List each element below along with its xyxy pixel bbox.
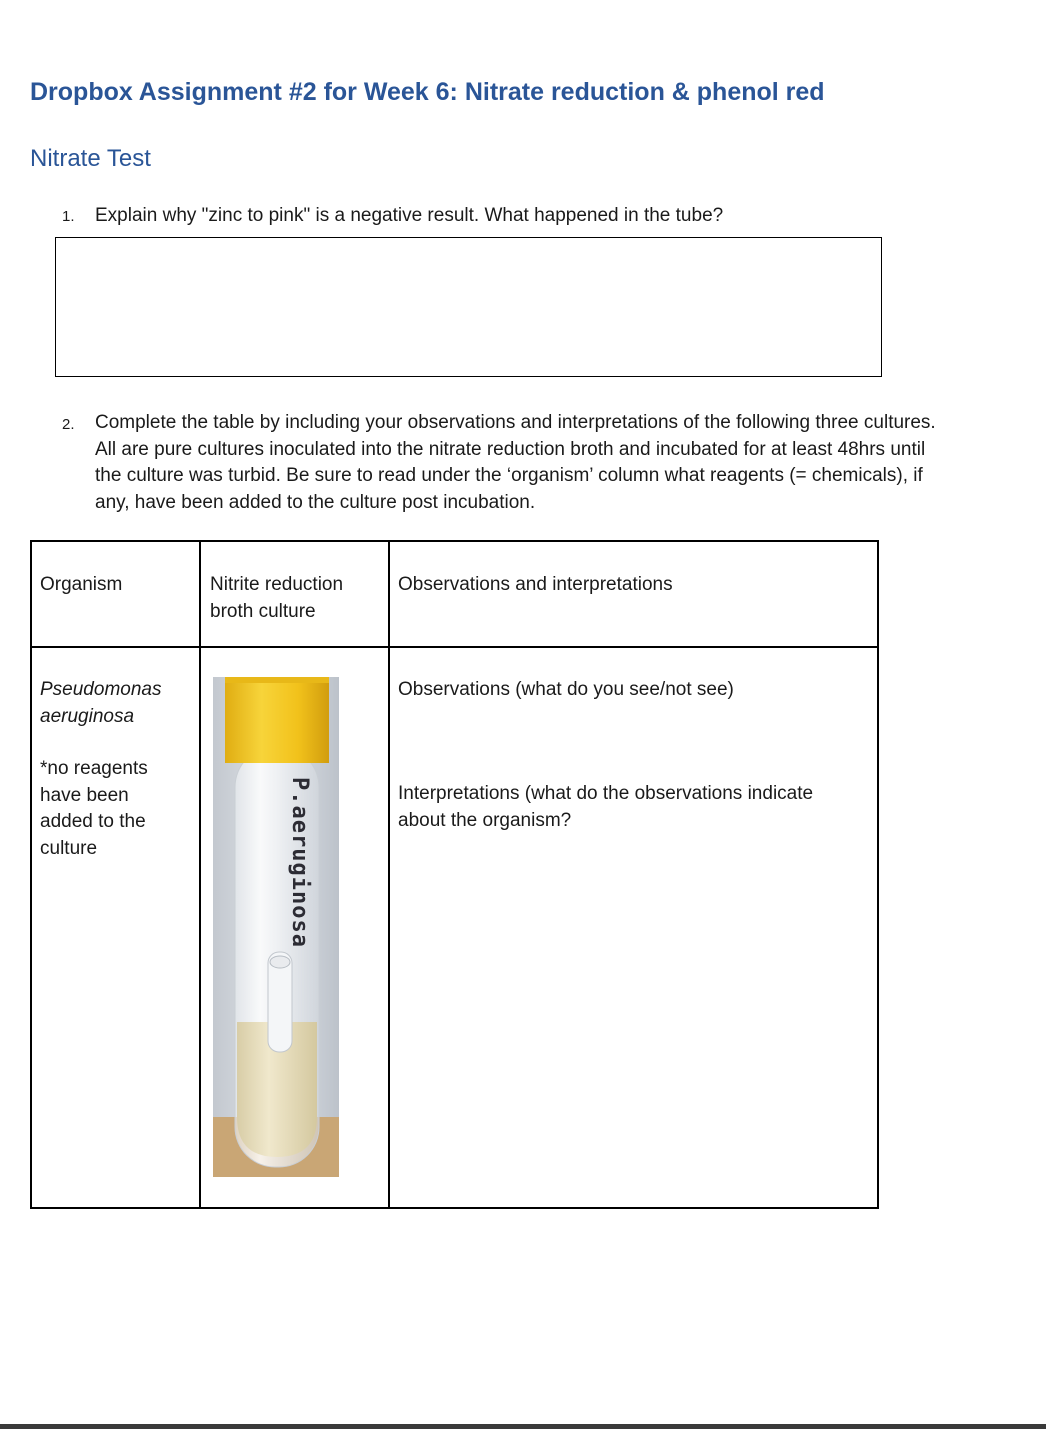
organism-note-line-4: culture bbox=[40, 837, 98, 859]
organism-species: aeruginosa bbox=[40, 705, 135, 727]
organism-name bbox=[40, 677, 161, 730]
header-organism: Organism bbox=[40, 574, 123, 595]
header-culture-line-1: Nitrite reduction bbox=[210, 574, 344, 595]
question-2-line-1: Complete the table by including your observations and interpretations of the following three cultures. bbox=[95, 412, 936, 433]
question-1-number: 1. bbox=[62, 208, 75, 225]
question-2-line-2: All are pure cultures inoculated into the nitrate reduction broth and incubated for at least 48hrs until bbox=[95, 438, 926, 460]
interpretations-line-2: about the organism? bbox=[398, 809, 572, 831]
header-observations: Observations and interpretations bbox=[398, 574, 673, 595]
culture-table bbox=[30, 540, 879, 1209]
question-2-text bbox=[95, 410, 936, 516]
organism-note bbox=[40, 756, 148, 862]
table-header-divider bbox=[32, 646, 877, 648]
table-divider-col2 bbox=[388, 542, 390, 1207]
interpretations-prompt[interactable] bbox=[398, 781, 813, 834]
question-1-text: Explain why "zinc to pink" is a negative result. What happened in the tube? bbox=[95, 205, 724, 226]
header-culture bbox=[210, 572, 343, 625]
interpretations-line-1: Interpretations (what do the observations indicate bbox=[398, 783, 814, 804]
page-title: Dropbox Assignment #2 for Week 6: Nitrate reduction & phenol red bbox=[30, 78, 825, 106]
organism-note-line-3: added to the bbox=[40, 811, 146, 832]
question-2-number: 2. bbox=[62, 416, 75, 433]
organism-note-line-2: have been bbox=[40, 784, 129, 806]
bottom-border bbox=[0, 1424, 1046, 1429]
question-1-answer-box[interactable] bbox=[55, 237, 882, 377]
question-2-line-3: the culture was turbid. Be sure to read under the ‘organism’ column what reagents (= chemicals), if bbox=[95, 465, 923, 486]
question-2-line-4: any, have been added to the culture post incubation. bbox=[95, 491, 536, 513]
table-divider-col1 bbox=[199, 542, 201, 1207]
culture-tube-photo bbox=[213, 677, 339, 1177]
observations-prompt[interactable]: Observations (what do you see/not see) bbox=[398, 679, 734, 700]
organism-genus: Pseudomonas bbox=[40, 679, 162, 700]
header-culture-line-2: broth culture bbox=[210, 600, 316, 622]
yellow-cap bbox=[225, 677, 329, 763]
organism-note-line-1: *no reagents bbox=[40, 758, 148, 779]
tube-label: P.aeruginosa bbox=[287, 777, 312, 948]
section-heading: Nitrate Test bbox=[30, 145, 151, 172]
